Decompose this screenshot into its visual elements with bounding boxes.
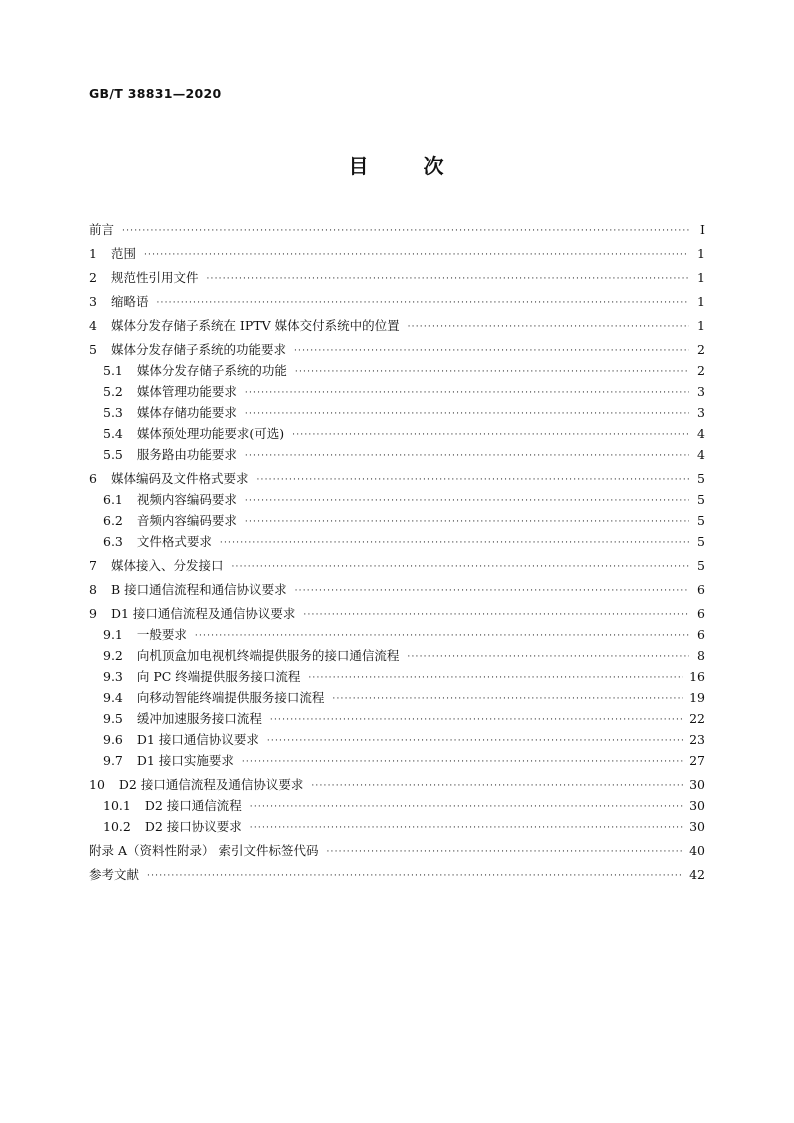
toc-entry-title: 范围	[110, 246, 136, 261]
toc-entry-number: 2	[89, 270, 97, 285]
toc-dot-leader	[144, 248, 689, 262]
toc-entry-number: 8	[89, 582, 97, 597]
toc-entry-title: 参考文献	[89, 867, 140, 882]
toc-dot-leader	[245, 494, 689, 508]
toc-entry-page: 30	[689, 819, 705, 834]
toc-entry-title: B 接口通信流程和通信协议要求	[110, 582, 287, 597]
toc-entry-title: 媒体接入、分发接口	[110, 558, 224, 573]
toc-entry-page: 30	[689, 777, 705, 792]
toc-entry[interactable]	[89, 643, 705, 664]
toc-dot-leader	[245, 449, 689, 463]
toc-entry-title: D1 接口通信协议要求	[136, 732, 259, 747]
toc-entry-page: 2	[697, 342, 705, 357]
toc-entry-title: 缩略语	[110, 294, 149, 309]
toc-dot-leader	[250, 800, 683, 814]
toc-entry-title: 媒体管理功能要求	[136, 384, 237, 399]
toc-entry[interactable]	[89, 358, 705, 379]
toc-entry-title: 规范性引用文件	[110, 270, 199, 285]
toc-entry-number: 9.7	[103, 753, 123, 768]
toc-dot-leader	[294, 344, 689, 358]
toc-entry-page: 4	[697, 426, 705, 441]
toc-dot-leader	[332, 692, 683, 706]
toc-dot-leader	[270, 713, 683, 727]
toc-entry[interactable]	[89, 664, 705, 685]
toc-entry[interactable]	[89, 574, 705, 598]
toc-dot-leader	[256, 473, 689, 487]
toc-entry-number: 6.2	[103, 513, 123, 528]
toc-entry-page: 5	[697, 534, 705, 549]
toc-entry[interactable]	[89, 487, 705, 508]
toc-entry-title: 媒体编码及文件格式要求	[110, 471, 249, 486]
toc-entry-title: 一般要求	[136, 627, 187, 642]
toc-entry-title: 向移动智能终端提供服务接口流程	[136, 690, 325, 705]
toc-entry-page: 2	[697, 363, 705, 378]
toc-entry-title: 向 PC 终端提供服务接口流程	[136, 669, 301, 684]
toc-entry[interactable]	[89, 685, 705, 706]
toc-entry[interactable]	[89, 286, 705, 310]
toc-entry-title: 文件格式要求	[136, 534, 212, 549]
toc-dot-leader	[245, 515, 689, 529]
toc-entry-page: 8	[697, 648, 705, 663]
toc-entry-title: 附录 A（资料性附录） 索引文件标签代码	[89, 843, 319, 858]
toc-entry-number: 5.5	[103, 447, 123, 462]
toc-entry-title: 媒体预处理功能要求(可选)	[136, 426, 285, 441]
standard-code: GB/T 38831—2020	[89, 86, 222, 101]
toc-entry-page: 5	[697, 492, 705, 507]
toc-dot-leader	[326, 845, 683, 859]
toc-entry-title: D1 接口通信流程及通信协议要求	[110, 606, 296, 621]
toc-entry-page: 30	[689, 798, 705, 813]
toc-entry-number: 9.3	[103, 669, 123, 684]
toc-entry-title: 媒体分发存储子系统在 IPTV 媒体交付系统中的位置	[110, 318, 400, 333]
toc-entry-title: 向机顶盒加电视机终端提供服务的接口通信流程	[136, 648, 400, 663]
toc-dot-leader	[303, 608, 689, 622]
toc-entry-page: 27	[689, 753, 705, 768]
toc-entry[interactable]	[89, 814, 705, 835]
toc-entry-title: 前言	[89, 222, 115, 237]
toc-dot-leader	[408, 320, 689, 334]
toc-entry-page: 3	[697, 384, 705, 399]
toc-entry[interactable]	[89, 706, 705, 727]
toc-entry[interactable]	[89, 379, 705, 400]
toc-entry[interactable]	[89, 859, 705, 883]
toc-title: 目 次	[348, 154, 446, 178]
toc-entry-page: 4	[697, 447, 705, 462]
toc-entry[interactable]	[89, 310, 705, 334]
toc-entry-number: 10.1	[103, 798, 131, 813]
toc-entry[interactable]	[89, 442, 705, 463]
toc-entry-page: 1	[697, 270, 705, 285]
toc-entry-number: 6	[89, 471, 97, 486]
toc-entry[interactable]	[89, 421, 705, 442]
toc-dot-leader	[295, 365, 689, 379]
toc-entry-number: 9.6	[103, 732, 123, 747]
toc-entry-page: 1	[697, 294, 705, 309]
toc-entry-page: 23	[689, 732, 705, 747]
toc-entry-number: 1	[89, 246, 97, 261]
toc-entry[interactable]	[89, 727, 705, 748]
toc-entry-page: 5	[697, 513, 705, 528]
toc-entry[interactable]	[89, 400, 705, 421]
toc-entry-page: 1	[697, 318, 705, 333]
toc-entry-page: 5	[697, 471, 705, 486]
toc-entry[interactable]	[89, 214, 705, 238]
toc-entry-title: 媒体存储功能要求	[136, 405, 237, 420]
toc-entry-number: 6.3	[103, 534, 123, 549]
toc-entry-page: 6	[697, 627, 705, 642]
toc-entry-page: 5	[697, 558, 705, 573]
toc-entry-page: 6	[697, 582, 705, 597]
toc-dot-leader	[122, 224, 689, 238]
toc-dot-leader	[220, 536, 689, 550]
toc-entry-page: 3	[697, 405, 705, 420]
toc-entry-number: 5.3	[103, 405, 123, 420]
toc-entry[interactable]	[89, 529, 705, 550]
toc-entry[interactable]	[89, 769, 705, 793]
toc-entry-number: 9.4	[103, 690, 123, 705]
toc-entry-title: 视频内容编码要求	[136, 492, 237, 507]
toc-entry-title: 缓冲加速服务接口流程	[136, 711, 262, 726]
toc-entry-number: 9.5	[103, 711, 123, 726]
toc-entry-number: 4	[89, 318, 97, 333]
toc-dot-leader	[195, 629, 689, 643]
toc-dot-leader	[407, 650, 689, 664]
toc-entry-page: Ⅰ	[700, 222, 705, 237]
toc-entry[interactable]	[89, 550, 705, 574]
toc-entry-title: 服务路由功能要求	[136, 447, 237, 462]
toc-dot-leader	[308, 671, 683, 685]
toc-dot-leader	[156, 296, 689, 310]
toc-dot-leader	[245, 386, 689, 400]
toc-entry-number: 9.1	[103, 627, 123, 642]
toc-entry-number: 5.1	[103, 363, 123, 378]
toc-entry[interactable]	[89, 238, 705, 262]
toc-entry-title: D2 接口协议要求	[144, 819, 242, 834]
toc-dot-leader	[206, 272, 689, 286]
toc-dot-leader	[292, 428, 689, 442]
toc-entry-page: 42	[689, 867, 705, 882]
toc-dot-leader	[245, 407, 689, 421]
toc-entry-page: 40	[689, 843, 705, 858]
toc-entry-title: D1 接口实施要求	[136, 753, 234, 768]
toc-dot-leader	[147, 869, 683, 883]
toc-entry[interactable]	[89, 748, 705, 769]
toc-entry-number: 3	[89, 294, 97, 309]
toc-entry[interactable]	[89, 463, 705, 487]
toc-entry[interactable]	[89, 508, 705, 529]
toc-entry-number: 10.2	[103, 819, 131, 834]
toc-entry-number: 9	[89, 606, 97, 621]
toc-dot-leader	[311, 779, 683, 793]
toc-entry[interactable]	[89, 262, 705, 286]
toc-entry-title: 媒体分发存储子系统的功能要求	[110, 342, 286, 357]
toc-dot-leader	[295, 584, 689, 598]
toc-entry-page: 1	[697, 246, 705, 261]
toc-entry[interactable]	[89, 334, 705, 358]
toc-entry-number: 5	[89, 342, 97, 357]
toc-entry-number: 5.2	[103, 384, 123, 399]
toc-entry-title: 媒体分发存储子系统的功能	[136, 363, 287, 378]
toc-list	[89, 214, 705, 883]
toc-dot-leader	[250, 821, 683, 835]
toc-entry[interactable]	[89, 598, 705, 622]
toc-entry[interactable]	[89, 793, 705, 814]
toc-entry-title: 音频内容编码要求	[136, 513, 237, 528]
toc-entry-number: 7	[89, 558, 97, 573]
toc-entry[interactable]	[89, 622, 705, 643]
toc-entry-page: 6	[697, 606, 705, 621]
toc-entry-page: 19	[689, 690, 705, 705]
toc-entry-title: D2 接口通信流程	[144, 798, 242, 813]
toc-entry-number: 9.2	[103, 648, 123, 663]
toc-dot-leader	[242, 755, 683, 769]
toc-entry-number: 5.4	[103, 426, 123, 441]
toc-entry-page: 22	[689, 711, 705, 726]
toc-entry[interactable]	[89, 835, 705, 859]
toc-entry-number: 6.1	[103, 492, 123, 507]
toc-entry-page: 16	[689, 669, 705, 684]
toc-entry-number: 10	[89, 777, 105, 792]
toc-dot-leader	[231, 560, 689, 574]
toc-dot-leader	[267, 734, 683, 748]
toc-entry-title: D2 接口通信流程及通信协议要求	[118, 777, 304, 792]
